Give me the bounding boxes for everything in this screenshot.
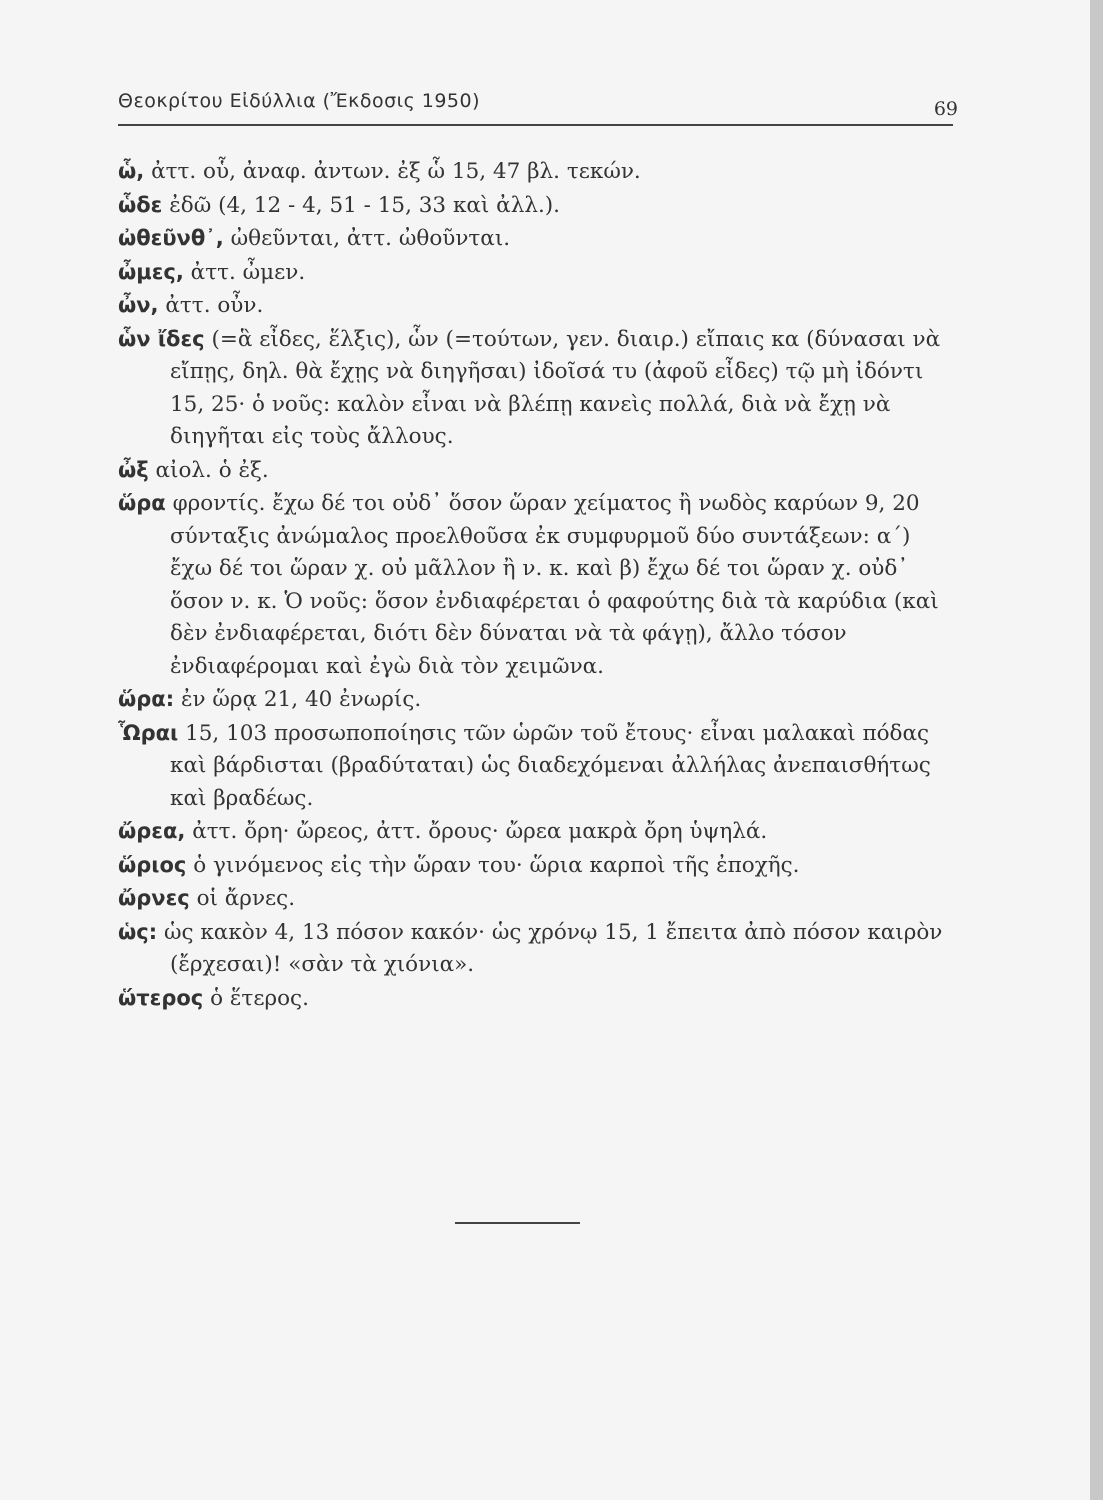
definition: ἀττ. οὗ, ἀναφ. ἀντων. ἐξ ὧ 15, 47 βλ. τεκών. (151, 159, 641, 184)
definition: ἐν ὥρᾳ 21, 40 ἐνωρίς. (180, 687, 422, 712)
glossary-entry (118, 454, 953, 488)
running-header (118, 90, 958, 126)
headword: ὥρα: (118, 687, 175, 711)
definition: (=ἃ εἶδες, ἕλξις), ὧν (=τούτων, γεν. διαιρ.) εἴπαις κα (δύνασαι νὰ εἴπῃς, δηλ. θὰ ἔχῃς νὰ διηγῆσαι) ἰδοῖσά τυ (ἀφοῦ εἶδες) τῷ μὴ ἰδόντι 15, 25· ὁ νοῦς: καλὸν εἶναι νὰ βλέπῃ κανεὶς πολλά, διὰ νὰ ἔχῃ νὰ διηγῆται εἰς τοὺς ἄλλους. (170, 326, 941, 449)
definition: ὁ ἕτερος. (210, 985, 309, 1011)
headword: ὥρα (118, 491, 166, 515)
definition: ὡς κακὸν 4, 13 πόσον κακόν· ὡς χρόνῳ 15, 1 ἔπειτα ἀπὸ πόσον καιρὸν (ἔρχεσαι)! «σὰν τὰ χιόνια». (163, 919, 943, 977)
definition: ἀττ. οὖν. (165, 293, 264, 318)
headword: ὧδε (118, 192, 163, 217)
page-number: 69 (933, 98, 958, 120)
footer-divider (455, 1222, 580, 1224)
headword: ὦξ (118, 457, 149, 482)
headword: ὦν, (118, 293, 159, 317)
headword: ὠθεῦνθ᾽, (118, 226, 224, 250)
glossary-entry (118, 155, 953, 189)
definition: ἀττ. ὄρη· ὤρεος, ἀττ. ὄρους· ὤρεα μακρὰ ὄρη ὑψηλά. (192, 819, 768, 844)
headword: ὥριος (118, 852, 187, 877)
glossary-entry (118, 323, 953, 454)
headword: ὤρεα, (118, 819, 186, 843)
glossary-entry (118, 683, 953, 717)
glossary-entries (118, 155, 953, 1015)
header-divider (118, 124, 953, 126)
headword: ὤρνες (118, 886, 190, 910)
definition: ἀττ. ὦμεν. (190, 259, 306, 285)
definition: ὁ γινόμενος εἰς τὴν ὥραν του· ὥρια καρποὶ τῆς ἐποχῆς. (193, 852, 800, 878)
glossary-entry (118, 222, 953, 256)
glossary-entry (118, 487, 953, 683)
headword: ὧν ἴδες (118, 326, 205, 351)
glossary-entry (118, 289, 953, 323)
definition: φροντίς. ἔχω δέ τοι οὐδ᾽ ὅσον ὥραν χείματος ἢ νωδὸς καρύων 9, 20 σύνταξις ἀνώμαλος προελθοῦσα ἐκ συμφυρμοῦ δύο συντάξεων: α´) ἔχω δέ τοι ὥραν χ. οὐ μᾶλλον ἢ ν. κ. καὶ β) ἔχω δέ τοι ὥραν χ. οὐδ᾽ ὅσον ν. κ. Ὁ νοῦς: ὅσον ἐνδιαφέρεται ὁ φαφούτης διὰ τὰ καρύδια (καὶ δὲν ἐνδιαφέρεται, διότι δὲν δύναται νὰ τὰ φάγῃ), ἄλλο τόσον ἐνδιαφέρομαι καὶ ἐγὼ διὰ τὸν χειμῶνα. (170, 491, 939, 679)
definition: ὠθεῦνται, ἀττ. ὠθοῦνται. (230, 226, 511, 251)
headword: Ὧραι (118, 720, 179, 745)
glossary-entry (118, 916, 953, 982)
definition: οἱ ἄρνες. (196, 886, 296, 911)
headword: ὥτερος (118, 985, 204, 1010)
glossary-entry (118, 189, 953, 223)
definition: ἐδῶ (4, 12 - 4, 51 - 15, 33 καὶ ἀλλ.). (169, 192, 560, 218)
glossary-entry (118, 882, 953, 916)
page-edge (1090, 0, 1103, 1500)
glossary-entry (118, 717, 953, 816)
book-title: Θεοκρίτου Εἰδύλλια (Ἔκδοσις 1950) (118, 90, 481, 112)
glossary-entry (118, 982, 953, 1016)
headword: ὧ, (118, 159, 145, 183)
definition: 15, 103 προσωποποίησις τῶν ὡρῶν τοῦ ἔτους· εἶναι μαλακαὶ πόδας καὶ βάρδισται (βραδύταται) ὡς διαδεχόμεναι ἀλλήλας ἀνεπαισθήτως καὶ βραδέως. (170, 720, 931, 811)
headword: ὡς: (118, 919, 158, 944)
definition: αἰολ. ὁ ἐξ. (155, 457, 269, 483)
glossary-entry (118, 815, 953, 849)
headword: ὦμες, (118, 259, 184, 284)
glossary-entry (118, 256, 953, 290)
glossary-entry (118, 849, 953, 883)
